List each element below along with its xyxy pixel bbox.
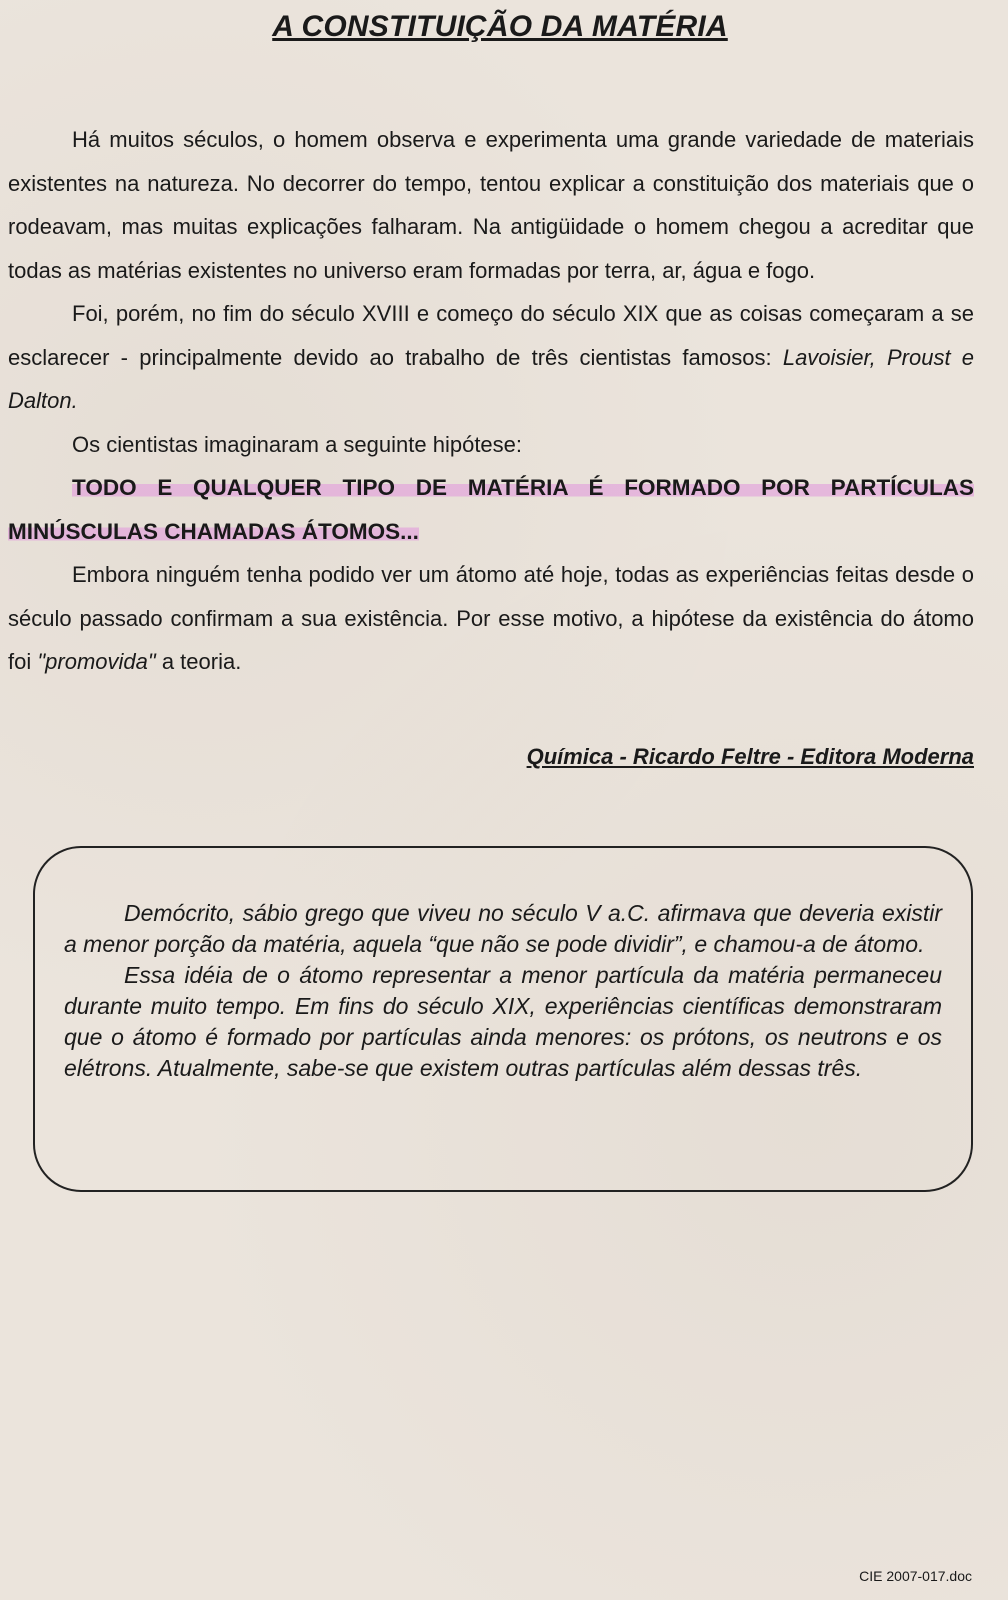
- source-citation: Química - Ricardo Feltre - Editora Moderna: [526, 744, 974, 769]
- paragraph-2: [8, 292, 974, 423]
- promovida-quote: "promovida": [37, 649, 156, 674]
- highlighted-hypothesis: [8, 466, 974, 553]
- paragraph-2-text: Foi, porém, no fim do século XVIII e começo do século XIX que as coisas começaram a se esclarecer - principalmente devido ao trabalho de três cientistas famosos:: [8, 301, 974, 370]
- scientist-names: Lavoisier, Proust e Dalton.: [8, 344, 974, 413]
- highlight-mark: TODO E QUALQUER TIPO DE MATÉRIA É FORMADO POR PARTÍCULAS MINÚSCULAS CHAMADAS ÁTOMOS...: [8, 475, 974, 544]
- paragraph-3: Os cientistas imaginaram a seguinte hipótese:: [72, 431, 523, 457]
- paragraph-4-text: Embora ninguém tenha podido ver um átomo até hoje, todas as experiências feitas desde o século passado confirmam a sua existência. Por esse motivo, a hipótese da existência do átomo foi: [8, 562, 974, 674]
- footer-filename: CIE 2007-017.doc: [859, 1568, 972, 1584]
- paragraph-1: Há muitos séculos, o homem observa e experimenta uma grande variedade de materiais existentes na natureza. No decorrer do tempo, tentou explicar a constituição dos materiais que o rodeavam, mas muitas explicações falharam. Na antigüidade o homem chegou a acreditar que todas as matérias existentes no universo eram formadas por terra, ar, água e fogo.: [8, 127, 974, 283]
- paragraph-4-end: a teoria.: [155, 649, 242, 674]
- main-text: [8, 118, 974, 684]
- box-paragraph-1: Demócrito, sábio grego que viveu no século V a.C. afirmava que deveria existir a menor porção da matéria, aquela “que não se pode dividir”, e chamou-a de átomo.: [64, 900, 942, 957]
- paragraph-4: [8, 553, 974, 684]
- box-text: [64, 898, 942, 1084]
- document-title: A CONSTITUIÇÃO DA MATÉRIA: [272, 10, 728, 43]
- box-paragraph-2: Essa idéia de o átomo representar a menor partícula da matéria permaneceu durante muito tempo. Em fins do século XIX, experiências científicas demonstraram que o átomo é formado por partículas ainda menores: os prótons, os neutrons e os elétrons. Atualmente, sabe-se que existem outras partículas além dessas três.: [64, 962, 942, 1081]
